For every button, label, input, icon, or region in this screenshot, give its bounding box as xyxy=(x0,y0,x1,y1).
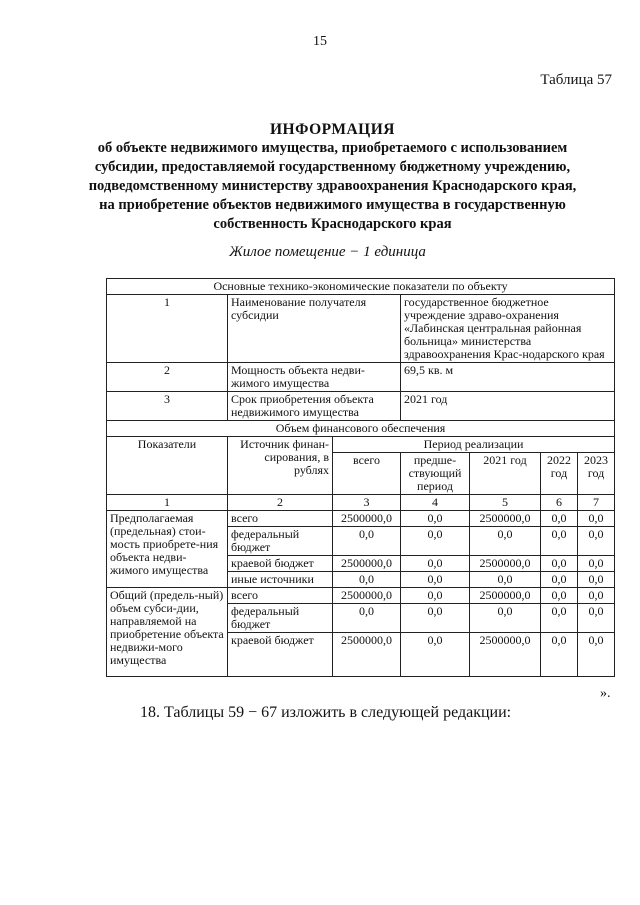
table-row xyxy=(107,295,615,363)
y2021-cell: 2500000,0 xyxy=(470,633,541,677)
document-title xyxy=(80,120,585,234)
header-2022: 2022 год xyxy=(541,453,578,495)
row-number: 1 xyxy=(107,295,228,363)
y2022-cell: 0,0 xyxy=(541,511,578,527)
total-cell: 2500000,0 xyxy=(333,588,401,604)
title-line: собственность Краснодарского края xyxy=(213,216,452,232)
y2021-cell: 2500000,0 xyxy=(470,588,541,604)
group-label: Предполагаемая (предельная) стои-мость приобрете-ния объекта недви-жимого имущества xyxy=(107,511,228,588)
header-2021: 2021 год xyxy=(470,453,541,495)
y2022-cell: 0,0 xyxy=(541,527,578,556)
table-row xyxy=(107,511,615,527)
y2023-cell: 0,0 xyxy=(578,572,615,588)
total-cell: 0,0 xyxy=(333,604,401,633)
row-number: 3 xyxy=(107,392,228,421)
row-number: 2 xyxy=(107,363,228,392)
prior-cell: 0,0 xyxy=(401,572,470,588)
header-2023: 2023 год xyxy=(578,453,615,495)
group-label: Общий (предель-ный) объем субси-дии, направляемой на приобретение объекта недвижи-мого имущества xyxy=(107,588,228,677)
header-indicators: Показатели xyxy=(107,437,228,495)
column-number: 1 xyxy=(107,495,228,511)
y2021-cell: 0,0 xyxy=(470,527,541,556)
title-line: на приобретение объектов недвижимого имущества в государственную xyxy=(99,197,566,213)
column-number: 5 xyxy=(470,495,541,511)
row-value: 2021 год xyxy=(401,392,615,421)
source-cell: иные источники xyxy=(228,572,333,588)
y2022-cell: 0,0 xyxy=(541,588,578,604)
column-number: 3 xyxy=(333,495,401,511)
y2023-cell: 0,0 xyxy=(578,511,615,527)
row-label: Срок приобретения объекта недвижимого имущества xyxy=(228,392,401,421)
column-number: 2 xyxy=(228,495,333,511)
title-line: об объекте недвижимого имущества, приобретаемого с использованием xyxy=(97,140,568,156)
y2021-cell: 2500000,0 xyxy=(470,511,541,527)
table-reference: Таблица 57 xyxy=(540,72,612,88)
prior-cell: 0,0 xyxy=(401,588,470,604)
source-cell: всего xyxy=(228,511,333,527)
y2023-cell: 0,0 xyxy=(578,527,615,556)
y2022-cell: 0,0 xyxy=(541,633,578,677)
title-line: субсидии, предоставляемой государственному бюджетному учреждению, xyxy=(94,159,571,175)
page-number: 15 xyxy=(313,34,327,49)
table-row xyxy=(107,363,615,392)
info-table xyxy=(106,278,615,677)
y2023-cell: 0,0 xyxy=(578,604,615,633)
source-cell: краевой бюджет xyxy=(228,556,333,572)
closing-quote-mark: ». xyxy=(600,686,611,701)
column-number: 6 xyxy=(541,495,578,511)
y2023-cell: 0,0 xyxy=(578,588,615,604)
section-header-tech xyxy=(107,279,615,295)
following-paragraph: 18. Таблицы 59 − 67 изложить в следующей редакции: xyxy=(140,704,512,721)
object-subtitle: Жилое помещение − 1 единица xyxy=(229,244,426,260)
header-prior: предше-ствующий период xyxy=(401,453,470,495)
source-cell: краевой бюджет xyxy=(228,633,333,677)
y2022-cell: 0,0 xyxy=(541,604,578,633)
total-cell: 2500000,0 xyxy=(333,633,401,677)
total-cell: 2500000,0 xyxy=(333,511,401,527)
header-total: всего xyxy=(333,453,401,495)
y2022-cell: 0,0 xyxy=(541,572,578,588)
y2021-cell: 0,0 xyxy=(470,604,541,633)
prior-cell: 0,0 xyxy=(401,527,470,556)
total-cell: 0,0 xyxy=(333,527,401,556)
row-label: Мощность объекта недви-жимого имущества xyxy=(228,363,401,392)
prior-cell: 0,0 xyxy=(401,633,470,677)
prior-cell: 0,0 xyxy=(401,511,470,527)
y2023-cell: 0,0 xyxy=(578,556,615,572)
y2023-cell: 0,0 xyxy=(578,633,615,677)
total-cell: 0,0 xyxy=(333,572,401,588)
row-value: 69,5 кв. м xyxy=(401,363,615,392)
column-number: 4 xyxy=(401,495,470,511)
row-value: государственное бюджетное учреждение здраво-охранения «Лабинская центральная районная больница» министерства здравоохранения Крас-нодарского края xyxy=(401,295,615,363)
section-title: Основные технико-экономические показатели по объекту xyxy=(107,279,615,295)
source-cell: федеральный бюджет xyxy=(228,527,333,556)
table-row xyxy=(107,588,615,604)
column-number-row xyxy=(107,495,615,511)
column-number: 7 xyxy=(578,495,615,511)
y2021-cell: 2500000,0 xyxy=(470,556,541,572)
section-title: Объем финансового обеспечения xyxy=(107,421,615,437)
row-label: Наименование получателя субсидии xyxy=(228,295,401,363)
title-line: подведомственному министерству здравоохранения Краснодарского края, xyxy=(88,178,577,194)
source-cell: федеральный бюджет xyxy=(228,604,333,633)
header-period: Период реализации xyxy=(333,437,615,453)
header-source: Источник финан-сирования, в рублях xyxy=(228,437,333,495)
prior-cell: 0,0 xyxy=(401,556,470,572)
y2021-cell: 0,0 xyxy=(470,572,541,588)
section-header-finance xyxy=(107,421,615,437)
total-cell: 2500000,0 xyxy=(333,556,401,572)
y2022-cell: 0,0 xyxy=(541,556,578,572)
prior-cell: 0,0 xyxy=(401,604,470,633)
table-row xyxy=(107,392,615,421)
title-main: ИНФОРМАЦИЯ xyxy=(270,121,395,138)
header-row xyxy=(107,437,615,453)
source-cell: всего xyxy=(228,588,333,604)
